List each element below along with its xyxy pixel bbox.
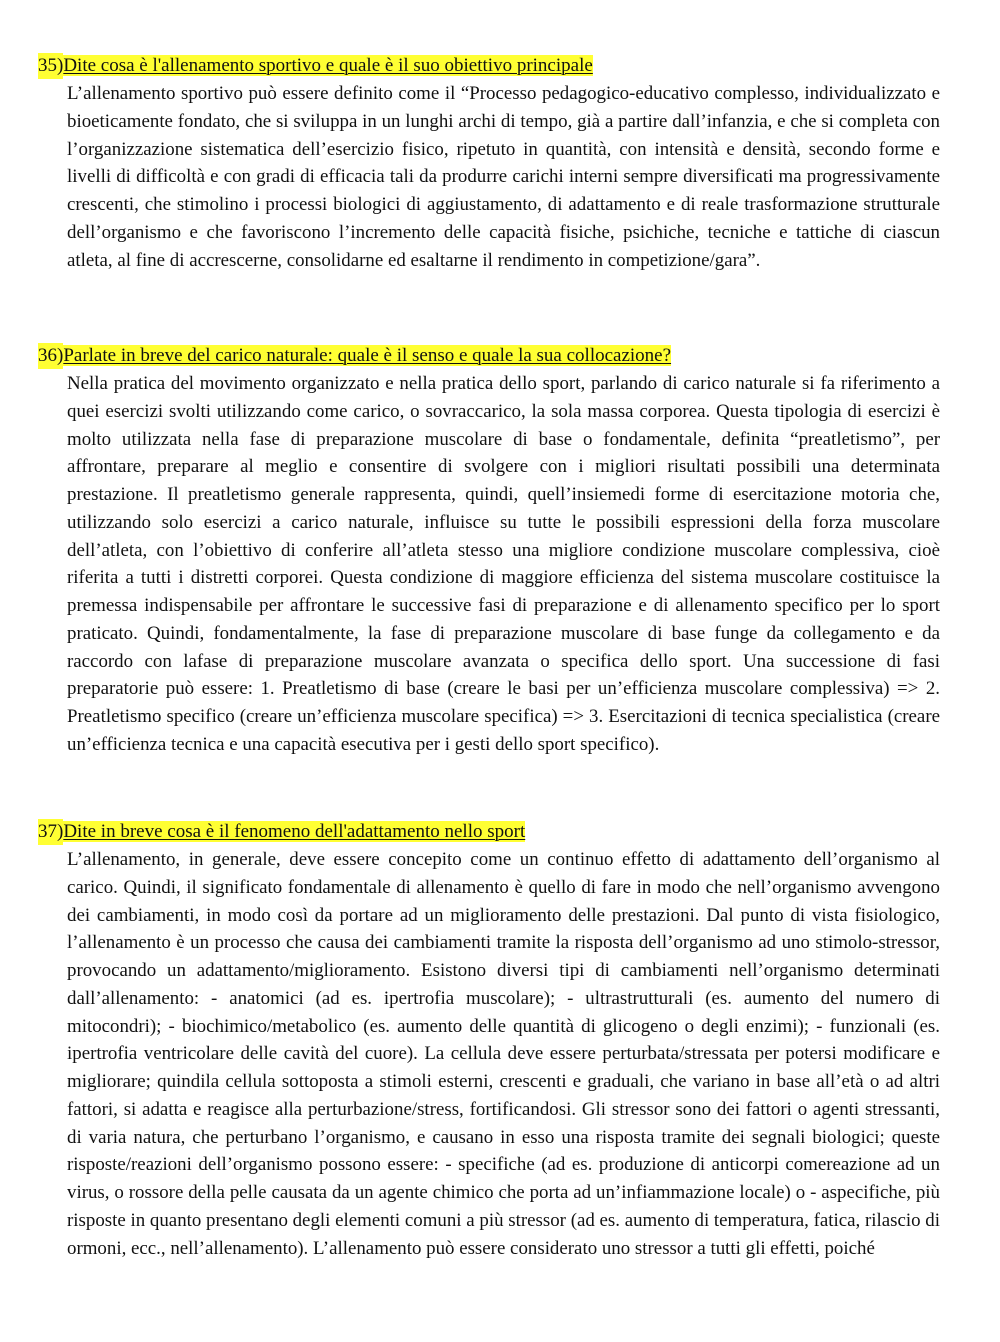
answer-paragraph: L’allenamento, in generale, deve essere concepito come un continuo effetto di adattamento dell’organismo al carico. Quindi, il significato fondamentale di allenamento è quello di fare in modo che nell’organismo avvengono dei cambiamenti, in modo così da portare ad un miglioramento delle prestazioni. Dal punto di vista fisiologico, l’allenamento è un processo che causa dei cambiamenti tramite la risposta dell’organismo ad uno stimolo-stressor, provocando un adattamento/miglioramento. Esistono diversi tipi di cambiamenti nell’organismo determinati dall’allenamento: - anatomici (ad es. ipertrofia muscolare); - ultrastrutturali (es. aumento del numero di mitocondri); - biochimico/metabolico (es. aumento delle quantità di glicogeno o degli enzimi); - funzionali (es. ipertrofia ventricolare delle cavità del cuore). La cellula deve essere perturbata/stressata per potersi modificare e migliorare; quindila cellula sottoposta a stimoli esterni, crescenti e graduali, che variano in base all’età o ad altri fattori, si adatta e reagisce alla perturbazione/stress, fortificandosi. Gli stressor sono dei fattori o agenti stressanti, di varia natura, che perturbano l’organismo, e causano in esso una risposta tramite dei segnali biologici; queste risposte/reazioni dell’organismo possono essere: - specifiche (ad es. produzione di anticorpi comereazione ad un virus, o rossore della pelle causata da un agente chimico che porta ad un’infiammazione locale) o - aspecifiche, più risposte in quanto presentano degli elementi comuni a più stressor (ad es. aumento di temperatura, fatica, rilascio di ormoni, ecc., nell’allenamento). L’allenamento può essere considerato uno stressor a tutti gli effetti, poiché	[67, 849, 940, 1259]
question-title: Dite cosa è l'allenamento sportivo e quale è il suo obiettivo principale	[63, 55, 593, 76]
answer-paragraph: Nella pratica del movimento organizzato e nella pratica dello sport, parlando di carico naturale si fa riferimento a quei esercizi svolti utilizzando come carico, o sovraccarico, la sola massa corporea. Questa tipologia di esercizi è molto utilizzata nella fase di preparazione muscolare di base o fondamentale, definita “preatletismo”, per affrontare, preparare al meglio e consentire di svolgere con i migliori risultati possibili una determinata prestazione. Il preatletismo generale rappresenta, quindi, quell’insiemedi forme di esercitazione motoria che, utilizzando solo esercizi a carico naturale, influisce su tutte le possibili espressioni della forza muscolare dell’atleta, con l’obiettivo di conferire all’atleta stesso una migliore condizione muscolare complessiva, cioè riferita a tutti i distretti corporei. Questa condizione di maggiore efficienza del sistema muscolare costituisce la premessa indispensabile per affrontare le successive fasi di preparazione e di allenamento specifico per lo sport praticato. Quindi, fondamentalmente, la fase di preparazione muscolare di base funge da collegamento e da raccordo con lafase di preparazione muscolare avanzata o specifica dello sport. Una successione di fasi preparatorie può essere: 1. Preatletismo di base (creare le basi per un’efficienza muscolare complessiva) => 2. Preatletismo specifico (creare un’efficienza muscolare specifica) => 3. Esercitazioni di tecnica specialistica (creare un’efficienza tecnica e una capacità esecutiva per i gesti dello sport specifico).	[67, 373, 940, 755]
question-heading	[38, 819, 940, 845]
question-number: 37)	[38, 819, 63, 845]
question-number: 35)	[38, 53, 63, 79]
question-number: 36)	[38, 343, 63, 369]
question-heading	[38, 343, 940, 369]
answer-paragraph: L’allenamento sportivo può essere definito come il “Processo pedagogico-educativo complesso, individualizzato e bioeticamente fondato, che si sviluppa in un lunghi archi di tempo, già a partire dall’infanzia, e che si completa con l’organizzazione sistematica dell’esercizio fisico, ripetuto in quantità, con intensità e densità, secondo forme e livelli di difficoltà e con gradi di efficacia tali da produrre carichi interni sempre diversificati ma progressivamente crescenti, che stimolino i processi biologici di aggiustamento, di adattamento e di reale trasformazione strutturale dell’organismo e che favoriscono l’incremento delle capacità fisiche, psichiche, tecniche e tattiche di ciascun atleta, al fine di accrescerne, consolidarne ed esaltarne il rendimento in competizione/gara”.	[67, 83, 940, 271]
question-title: Dite in breve cosa è il fenomeno dell'adattamento nello sport	[63, 821, 526, 842]
question-title: Parlate in breve del carico naturale: quale è il senso e quale la sua collocazione?	[63, 345, 672, 366]
question-37	[38, 819, 940, 1342]
question-36	[38, 343, 940, 759]
question-35	[38, 53, 940, 274]
question-heading	[38, 53, 940, 79]
